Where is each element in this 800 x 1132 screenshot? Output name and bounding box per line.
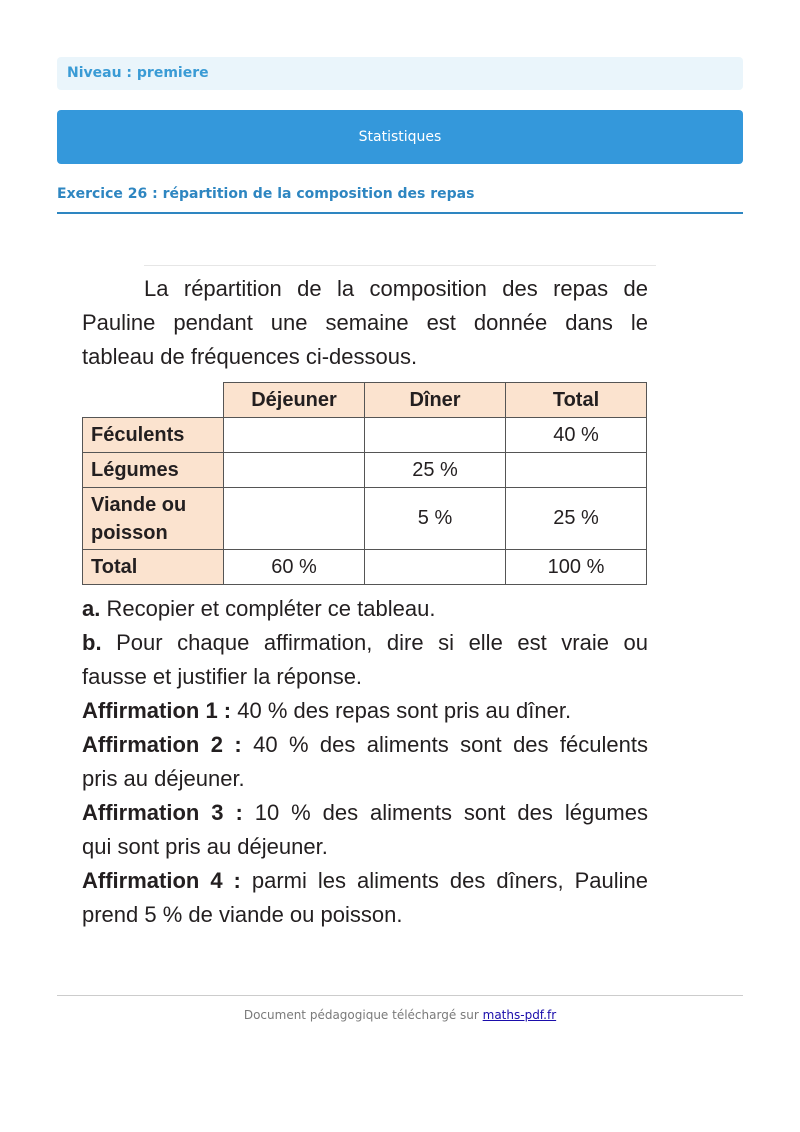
level-label: Niveau : premiere xyxy=(57,57,743,90)
affirmation-label: Affirmation 3 : xyxy=(82,800,243,825)
table-row xyxy=(83,453,647,488)
affirmation-text: 10 % des aliments sont des légumes xyxy=(242,800,648,825)
footer xyxy=(57,1008,743,1022)
table-cell: 40 % xyxy=(506,418,647,453)
row-header xyxy=(83,488,224,550)
footer-link[interactable]: maths-pdf.fr xyxy=(482,1008,557,1022)
table-cell xyxy=(506,453,647,488)
exercise-title: Exercice 26 : répartition de la composition des repas xyxy=(57,186,475,202)
affirmation-4 xyxy=(82,864,648,898)
question-b-prefix: b. xyxy=(82,630,102,655)
table-cell: 25 % xyxy=(365,453,506,488)
affirmation-1 xyxy=(82,694,648,728)
column-header: Dîner xyxy=(365,383,506,418)
intro-line-1: La répartition de la composition des repas de xyxy=(144,276,648,301)
table-corner xyxy=(83,383,224,418)
affirmation-text: 40 % des aliments sont des féculents xyxy=(241,732,648,757)
topic-banner: Statistiques xyxy=(57,110,743,164)
table-row xyxy=(83,550,647,585)
row-header: Total xyxy=(83,550,224,585)
footer-divider xyxy=(57,995,743,996)
affirmation-label: Affirmation 2 : xyxy=(82,732,242,757)
table-header-row xyxy=(83,383,647,418)
table-row xyxy=(83,418,647,453)
affirmation-2 xyxy=(82,728,648,762)
row-header-line: poisson xyxy=(91,521,168,544)
affirmation-text: parmi les aliments des dîners, Pauline xyxy=(240,868,648,893)
table-cell xyxy=(224,488,365,550)
question-b-line-2: fausse et justifier la réponse. xyxy=(82,664,363,689)
row-header: Féculents xyxy=(83,418,224,453)
row-header: Légumes xyxy=(83,453,224,488)
exercise-image xyxy=(82,262,648,942)
question-a xyxy=(82,592,648,626)
table-cell xyxy=(224,418,365,453)
affirmation-3 xyxy=(82,796,648,830)
title-divider xyxy=(57,212,743,214)
table-row xyxy=(83,488,647,550)
row-header-line: Viande ou xyxy=(91,493,187,516)
table-cell: 5 % xyxy=(365,488,506,550)
question-a-text: Recopier et compléter ce tableau. xyxy=(100,596,436,621)
affirmation-label: Affirmation 4 : xyxy=(82,868,241,893)
intro-line-2: Pauline pendant une semaine est donnée dans le xyxy=(82,310,648,335)
table-cell: 25 % xyxy=(506,488,647,550)
table-cell xyxy=(365,550,506,585)
table-cell xyxy=(365,418,506,453)
affirmation-text: 40 % des repas sont pris au dîner. xyxy=(231,698,572,723)
intro-line-3: tableau de fréquences ci-dessous. xyxy=(82,344,418,369)
question-a-prefix: a. xyxy=(82,596,101,621)
table-cell: 60 % xyxy=(224,550,365,585)
question-b-line-1 xyxy=(82,626,648,660)
affirmation-label: Affirmation 1 : xyxy=(82,698,232,723)
table-cell xyxy=(224,453,365,488)
affirmation-4-line-2: prend 5 % de viande ou poisson. xyxy=(82,902,403,927)
affirmation-2-line-2: pris au déjeuner. xyxy=(82,766,245,791)
column-header: Déjeuner xyxy=(224,383,365,418)
footer-text: Document pédagogique téléchargé sur xyxy=(243,1008,483,1022)
table-cell: 100 % xyxy=(506,550,647,585)
affirmation-3-line-2: qui sont pris au déjeuner. xyxy=(82,834,328,859)
scan-top-line xyxy=(144,265,656,266)
column-header: Total xyxy=(506,383,647,418)
frequency-table xyxy=(82,382,647,585)
question-b-text: Pour chaque affirmation, dire si elle est vraie ou xyxy=(101,630,648,655)
